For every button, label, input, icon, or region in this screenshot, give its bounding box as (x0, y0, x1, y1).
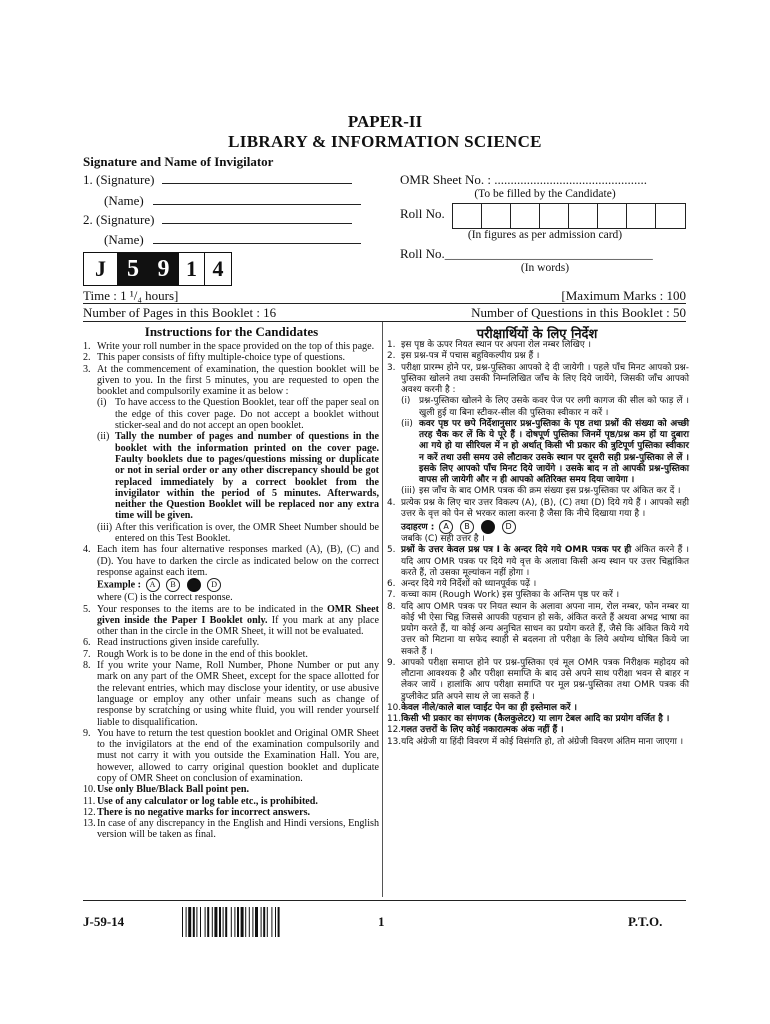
list-item: 13. यदि अंग्रेजी या हिंदी विवरण में कोई विसंगति हो, तो अंग्रेजी विवरण अंतिम माना जाएगा । (387, 736, 684, 747)
roll-number-box[interactable] (569, 204, 598, 228)
list-subitem: (ii) कवर पृष्ठ पर छपे निर्देशानुसार प्रश्न-पुस्तिका के पृष्ठ तथा प्रश्नों की संख्या को अच्छी तरह चैक कर लें कि ये पूरे हैं । दोषपूर्ण पुस्तिका जिनमें पृष्ठ/प्रश्न कम हों या दुबारा आ गये हो या सीरियल में न हो अर्थात् किसी भी प्रकार की त्रुटिपूर्ण पुस्तिका स्वीकार न करें तथा उसी समय उसे लौटाकर उसके स्थान पर दूसरी सही प्रश्न-पुस्तिका ले लें । इसके लिए आपको पाँच मिनट दिये जायेंगे । उसके बाद न तो आपकी प्रश्न-पुस्तिका वापस ली जायेगी और न ही आपको अतिरिक्त समय दिया जायेगा । (401, 418, 689, 485)
invigilator-2-name-label: (Name) (104, 232, 144, 247)
paper-code-digit: 5 (118, 253, 149, 285)
list-item: 8. यदि आप OMR पत्रक पर नियत स्थान के अलावा अपना नाम, रोल नम्बर, फोन नम्बर या कोई भी ऐसा चिह्न जिससे आपकी पहचान हो सके, अंकित करते हैं अथवा अभद्र भाषा का प्रयोग करते हैं, या कोई अन्य अनुचित साधन का प्रयोग करते हैं, जैसे कि अंकित किये गये उत्तर को मिटाना या सफेद स्याही से बदलना तो परीक्षा के लिये अयोग्य घोषित किये जा सकते हैं । (387, 601, 689, 657)
list-item: 5. Your responses to the items are to be indicated in the OMR Sheet given inside the Paper I Booklet only. If you mark at any place other than in the circle in the OMR Sheet, it will not be evaluated. (83, 603, 379, 638)
paper-code-digit: 4 (212, 256, 224, 281)
questions-info: Number of Questions in this Booklet : 50 (471, 305, 686, 320)
page-number: 1 (378, 914, 385, 929)
subject-title: LIBRARY & INFORMATION SCIENCE (228, 132, 542, 151)
list-item: 11. किसी भी प्रकार का संगणक (कैलकुलेटर) या लाग टेबल आदि का प्रयोग वर्जित है । (387, 714, 670, 724)
option-circle-a: A (439, 520, 453, 534)
column-divider (382, 322, 383, 897)
roll-number-box[interactable] (656, 204, 685, 228)
invigilator-2-name-line[interactable] (153, 233, 361, 244)
roll-number-box[interactable] (598, 204, 627, 228)
roll-number-box[interactable] (540, 204, 569, 228)
invigilator-2-signature-row (83, 212, 352, 228)
list-item: 3. At the commencement of examination, the question booklet will be given to you. In the first 5 minutes, you are requested to open the booklet and compulsorily examine it as below : (83, 363, 379, 398)
list-item: 11. Use of any calculator or log table etc., is prohibited. (83, 795, 318, 807)
roll-number-box[interactable] (511, 204, 540, 228)
invigilator-1-signature-line[interactable] (162, 173, 352, 184)
list-item: 2. इस प्रश्न-पत्र में पचास बहुविकल्पीय प्रश्न हैं । (387, 351, 540, 362)
list-item: 6. अन्दर दिये गये निर्देशों को ध्यानपूर्वक पढ़ें । (387, 579, 537, 589)
instructions-hindi-title: परीक्षार्थियों के लिए निर्देश (476, 327, 598, 342)
list-item: 2. This paper consists of fifty multiple-choice type of questions. (83, 352, 346, 364)
list-item: 10. Use only Blue/Black Ball point pen. (83, 784, 249, 796)
list-item: 4. Each item has four alternative responses marked (A), (B), (C) and (D). You have to darken the circle as indicated below on the correct response against each item. (83, 544, 379, 578)
example-row (83, 578, 379, 592)
divider (83, 303, 686, 304)
barcode (182, 907, 330, 937)
list-item: 10. केवल नीले/काले बाल प्वाईंट पेन का ही इस्तेमाल करें । (387, 702, 577, 713)
roll-number-box[interactable] (453, 204, 482, 228)
pto-label: P.T.O. (628, 914, 663, 929)
option-circle-a: A (146, 578, 160, 592)
example-note-hindi: जबकि (C) सही उत्तर है । (401, 534, 485, 544)
invigilator-2-signature-label: 2. (Signature) (83, 212, 155, 227)
list-item: 6. Read instructions given inside carefully. (83, 637, 260, 649)
roll-number-box[interactable] (482, 204, 511, 228)
example-note: where (C) is the correct response. (97, 592, 233, 604)
max-marks-info: [Maximum Marks : 100 (561, 288, 686, 303)
option-circle-c-filled (481, 520, 495, 534)
invigilator-1-name-row (104, 193, 361, 209)
roll-number-words-field[interactable]: Roll No.________________________________ (400, 246, 653, 261)
paper-title: PAPER-II (347, 112, 423, 131)
option-circle-b: B (166, 578, 180, 592)
roll-number-label: Roll No. (400, 206, 445, 221)
instructions-hindi-list (387, 340, 689, 748)
roll-number-boxes[interactable] (452, 203, 686, 229)
example-label: Example : (97, 579, 142, 591)
paper-code-digit: 9 (149, 253, 179, 285)
example-label-hindi: उदाहरण : (401, 522, 435, 533)
divider (83, 321, 686, 322)
list-item: 12. गलत उत्तरों के लिए कोई नकारात्मक अंक नहीं हैं । (387, 725, 564, 736)
invigilator-2-name-row (104, 232, 361, 248)
option-circle-d: D (207, 578, 221, 592)
list-item: 7. कच्चा काम (Rough Work) इस पुस्तिका के अन्तिम पृष्ठ पर करें । (387, 590, 620, 601)
list-item: 1. Write your roll number in the space provided on the top of this page. (83, 341, 375, 352)
list-item: 4. प्रत्येक प्रश्न के लिए चार उत्तर विकल्प (A), (B), (C) तथा (D) दिये गये हैं । आपको सही उत्तर के वृत्त को पेन से भरकर काला करना है जैसा कि नीचे दिखाया गया है । (387, 497, 689, 519)
list-subitem: (ii) Tally the number of pages and number of questions in the booklet with the information printed on the cover page. Faulty booklets due to pages/questions missing or duplicate or not in serial order or any other discrepancy should be got replaced immediately by a correct booklet from the invigilator within the period of 5 minutes. Afterwards, neither the Question Booklet will be replaced nor any extra time will be given. (97, 431, 379, 522)
roll-number-words-note: (In words) (520, 262, 570, 274)
footer-paper-code: J-59-14 (83, 914, 125, 929)
roll-number-box[interactable] (627, 204, 656, 228)
list-subitem: (iii) After this verification is over, the OMR Sheet Number should be entered on this Test Booklet. (97, 521, 379, 545)
paper-code-prefix: J (84, 253, 118, 285)
instructions-english-title: Instructions for the Candidates (144, 324, 319, 339)
list-subitem: (iii) इस जाँच के बाद OMR पत्रक की क्रम संख्या इस प्रश्न-पुस्तिका पर अंकित कर दें । (401, 486, 681, 497)
list-subitem: (i) To have access to the Question Booklet, tear off the paper seal on the edge of this cover page. Do not accept a booklet without sticker-seal and do not accept an open booklet. (97, 397, 379, 432)
invigilator-1-signature-row (83, 172, 352, 188)
omr-sheet-note: (To be filled by the Candidate) (474, 188, 616, 200)
invigilator-1-name-label: (Name) (104, 193, 144, 208)
invigilator-2-signature-line[interactable] (162, 213, 352, 224)
pages-info: Number of Pages in this Booklet : 16 (83, 305, 277, 320)
list-item: 7. Rough Work is to be done in the end of this booklet. (83, 648, 308, 660)
list-item: 5. प्रश्नों के उत्तर केवल प्रश्न पत्र I के अन्दर दिये गये OMR पत्रक पर ही अंकित करने हैं । यदि आप OMR पत्रक पर दिये गये वृत्त के अलावा किसी अन्य स्थान पर उत्तर चिह्नांकित करते हैं, तो उसका मूल्यांकन नहीं होगा । (387, 545, 690, 578)
list-subitem: (i) प्रश्न-पुस्तिका खोलने के लिए उसके कवर पेज पर लगी कागज की सील को फाड़ लें । खुली हुई या बिना स्टीकर-सील की पुस्तिका स्वीकार न करें । (401, 396, 689, 418)
time-info: Time : 1 ¹/₄ hours] (83, 288, 179, 303)
list-item: 9. You have to return the test question booklet and Original OMR Sheet to the invigilators at the end of the examination compulsorily and must not carry it with you outside the Examination Hall. You are, however, allowed to carry original question booklet and duplicate copy of OMR Sheet on conclusion of examination. (83, 727, 379, 784)
invigilator-heading: Signature and Name of Invigilator (83, 154, 274, 169)
omr-sheet-number-field[interactable]: OMR Sheet No. : ............................................... (400, 172, 647, 187)
list-item: 3. परीक्षा प्रारम्भ होने पर, प्रश्न-पुस्तिका आपको दे दी जायेगी । पहले पाँच मिनट आपको प्रश्न-पुस्तिका खोलने तथा उसकी निम्नलिखित जाँच के लिए दिये जायेंगे, जिसकी जाँच आपको अवश्य करनी है : (387, 362, 689, 395)
invigilator-1-signature-label: 1. (Signature) (83, 172, 155, 187)
paper-code-box (83, 252, 232, 286)
paper-code-digit: 1 (179, 253, 205, 285)
example-row-hindi (387, 520, 689, 534)
roll-number-note: (In figures as per admission card) (467, 229, 623, 241)
list-item: 9. आपको परीक्षा समाप्त होने पर प्रश्न-पुस्तिका एवं मूल OMR पत्रक निरीक्षक महोदय को लौटाना आवश्यक है और परीक्षा समाप्ति के बाद उसे अपने साथ परीक्षा भवन से बाहर न लेकर जायें । हालांकि आप परीक्षा समाप्ति पर मूल प्रश्न-पुस्तिका तथा OMR पत्रक की डुप्लीकेट प्रति अपने साथ ले जा सकते हैं । (387, 657, 689, 702)
option-circle-b: B (460, 520, 474, 534)
list-item: 1. इस पृष्ठ के ऊपर नियत स्थान पर अपना रोल नम्बर लिखिए । (387, 340, 592, 350)
list-item: 12. There is no negative marks for incorrect answers. (83, 806, 311, 818)
instructions-english-list (83, 341, 379, 841)
footer-divider (83, 900, 686, 901)
option-circle-c-filled (187, 578, 201, 592)
invigilator-1-name-line[interactable] (153, 194, 361, 205)
option-circle-d: D (502, 520, 516, 534)
list-item: 13. In case of any discrepancy in the English and Hindi versions, English version will be taken as final. (83, 818, 379, 841)
list-item: 8. If you write your Name, Roll Number, Phone Number or put any mark on any part of the OMR Sheet, except for the space allotted for the relevant entries, which may disclose your identity, or use abusive language or employ any other unfair means such as change of response by scratching or using white fluid, you will render yourself liable to disqualification. (83, 660, 379, 728)
